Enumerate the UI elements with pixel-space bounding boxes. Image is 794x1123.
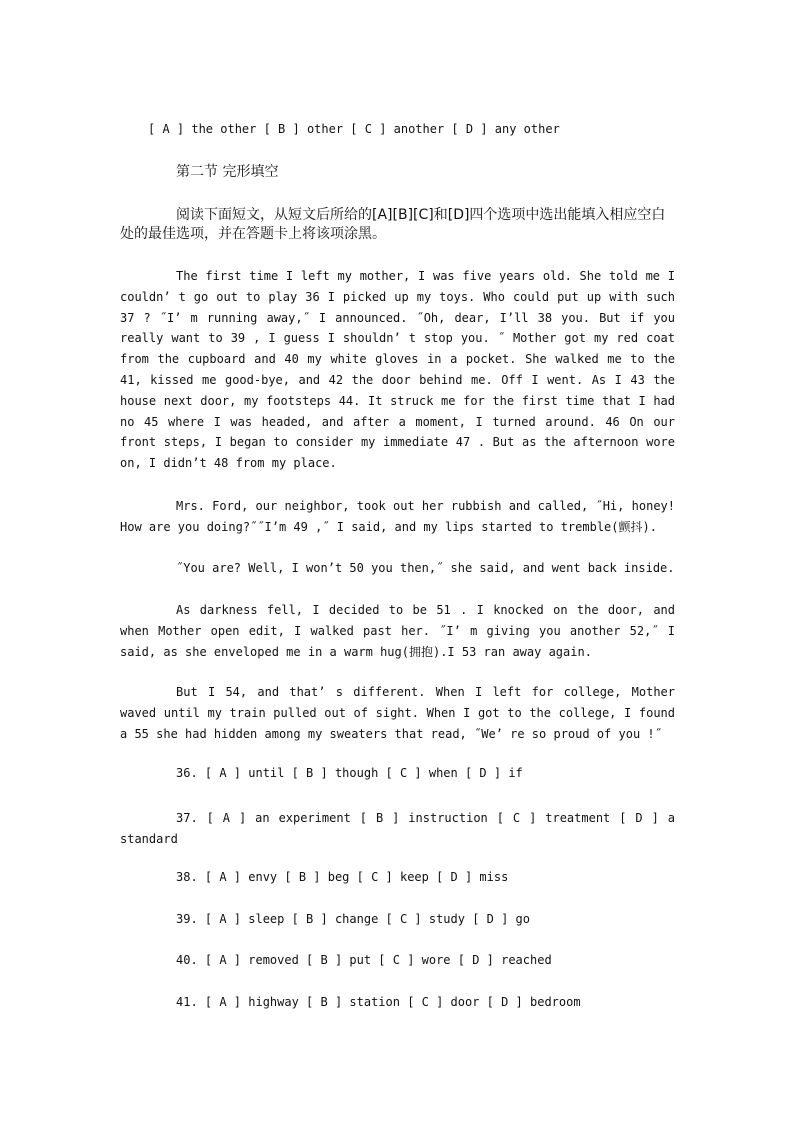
question-36: 36. [ A ] until [ B ] though [ C ] when [ D ] if xyxy=(176,766,523,780)
paragraph-text: But I 54, and that’ s different. When I left for college, Mother waved until my train pulled out of sight. When I got to the college, I found a 55 she had hidden among my sweaters that read, ˝We’ re so proud of you !˝ xyxy=(120,685,675,741)
question-37 xyxy=(120,808,675,850)
question-38: 38. [ A ] envy [ B ] beg [ C ] keep [ D ] miss xyxy=(176,870,509,884)
instructions-line-2: 处的最佳选项，并在答题卡上将该项涂黑。 xyxy=(120,226,386,242)
passage-paragraph-5 xyxy=(120,682,675,744)
question-40: 40. [ A ] removed [ B ] put [ C ] wore [ D ] reached xyxy=(176,953,552,967)
question-text: 37. [ A ] an experiment [ B ] instruction [ C ] treatment [ D ] a standard xyxy=(120,811,675,846)
passage-paragraph-1 xyxy=(120,266,675,474)
previous-question-options: [ A ] the other [ B ] other [ C ] another [ D ] any other xyxy=(148,122,560,136)
passage-paragraph-2 xyxy=(120,496,675,538)
paragraph-text: Mrs. Ford, our neighbor, took out her rubbish and called, ˝Hi, honey! How are you doing?˝˝I’m 49 ,˝ I said, and my lips started to tremble(颤抖). xyxy=(120,499,675,534)
question-41: 41. [ A ] highway [ B ] station [ C ] door [ D ] bedroom xyxy=(176,995,581,1009)
question-39: 39. [ A ] sleep [ B ] change [ C ] study [ D ] go xyxy=(176,912,531,926)
section-title: 第二节 完形填空 xyxy=(176,164,279,180)
paragraph-text: The first time I left my mother, I was five years old. She told me I couldn’ t go out to play 36 I picked up my toys. Who could put up with such 37 ? ˝I’ m running away,˝ I announced. ˝Oh, dear, I’ll 38 you. But if you really want to 39 , I guess I shouldn’ t stop you. ˝ Mother got my red coat from the cupboard and 40 my white gloves in a pocket. She walked me to the 41, kissed me good-bye, and 42 the door behind me. Off I went. As I 43 the house next door, my footsteps 44. It struck me for the first time that I had no 45 where I was headed, and after a moment, I turned around. 46 On our front steps, I began to consider my immediate 47 . But as the afternoon wore on, I didn’t 48 from my place. xyxy=(120,269,675,471)
instructions-line-1: 阅读下面短文，从短文后所给的[A][B][C]和[D]四个选项中选出能填入相应空白 xyxy=(176,207,666,223)
passage-paragraph-4 xyxy=(120,600,675,662)
passage-paragraph-3 xyxy=(120,558,675,579)
paragraph-text: ˝You are? Well, I won’t 50 you then,˝ she said, and went back inside. xyxy=(176,561,675,575)
paragraph-text: As darkness fell, I decided to be 51 . I knocked on the door, and when Mother open edit, I walked past her. ˝I’ m giving you another 52,˝ I said, as she enveloped me in a warm hug(拥抱).I 53 ran away again. xyxy=(120,603,675,659)
